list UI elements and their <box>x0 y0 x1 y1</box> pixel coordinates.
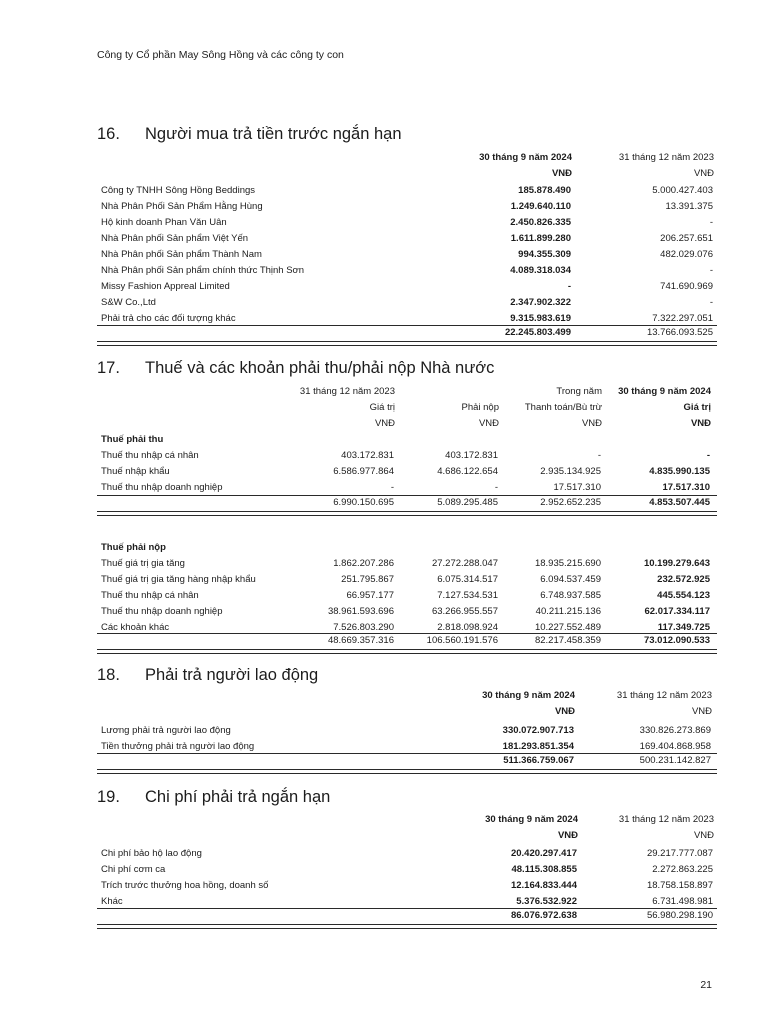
value-open: 66.957.177 <box>346 590 394 601</box>
group-label: Thuế phải thu <box>101 434 164 445</box>
section-heading: Thuế và các khoản phải thu/phải nộp Nhà nước <box>145 359 495 377</box>
value-settled: - <box>597 450 601 461</box>
unit-label: VNĐ <box>690 418 711 429</box>
value-open: 7.526.803.290 <box>333 622 394 633</box>
table-row <box>97 604 717 620</box>
value-2024: 48.115.308.855 <box>511 864 577 875</box>
value-2023: - <box>709 265 713 276</box>
value-close: 10.199.279.643 <box>643 558 710 569</box>
row-label: Thuế giá trị gia tăng hàng nhập khẩu <box>101 574 256 585</box>
double-rule <box>97 649 717 654</box>
col-header-in-year: Trong năm <box>556 386 602 397</box>
value-close: 117.349.725 <box>657 622 710 633</box>
table-row <box>97 215 717 231</box>
row-label: Nhà Phân phối Sản phẩm Việt Yến <box>101 233 249 244</box>
total-row <box>97 633 717 649</box>
total-open: 48.669.357.316 <box>327 635 394 646</box>
total-2024: 22.245.803.499 <box>504 327 571 338</box>
value-payable: 4.686.122.654 <box>437 466 498 477</box>
value-2024: 994.355.309 <box>518 249 571 260</box>
page-number: 21 <box>700 979 712 991</box>
col-header-2023: 31 tháng 12 năm 2023 <box>618 814 714 825</box>
value-settled: 6.748.937.585 <box>540 590 601 601</box>
section-number: 18. <box>97 666 120 684</box>
value-close: 17.517.310 <box>662 482 710 493</box>
col-header-2024: 30 tháng 9 năm 2024 <box>482 690 575 701</box>
col-header-open: 31 tháng 12 năm 2023 <box>299 386 395 397</box>
value-close: 232.572.925 <box>657 574 710 585</box>
company-name: Công ty Cổ phần May Sông Hồng và các công ty con <box>97 49 344 61</box>
value-2023: - <box>709 217 713 228</box>
value-settled: 10.227.552.489 <box>534 622 601 633</box>
row-label: Thuế thu nhập doanh nghiệp <box>101 606 223 617</box>
table-row <box>97 263 717 279</box>
value-open: 38.961.593.696 <box>327 606 394 617</box>
double-rule <box>97 341 717 346</box>
value-close: 4.835.990.135 <box>649 466 710 477</box>
row-label: Nhà Phân phối Sản phẩm Thành Nam <box>101 249 262 260</box>
value-payable: 63.266.955.557 <box>431 606 498 617</box>
table-row <box>97 464 717 480</box>
table-row <box>97 295 717 311</box>
section-heading: Phải trả người lao động <box>145 666 319 684</box>
col-header-close-value: Giá trị <box>683 402 711 413</box>
value-2024: 185.878.490 <box>518 185 571 196</box>
value-close: 445.554.123 <box>657 590 710 601</box>
value-2024: 1.611.899.280 <box>510 233 571 244</box>
value-2023: 330.826.273.869 <box>639 725 711 736</box>
value-2024: 181.293.851.354 <box>502 741 574 752</box>
total-2024: 86.076.972.638 <box>510 910 577 921</box>
value-settled: 40.211.215.136 <box>535 606 601 617</box>
value-close: 62.017.334.117 <box>644 606 710 617</box>
double-rule <box>97 511 717 516</box>
row-label: Tiền thưởng phải trả người lao động <box>101 741 255 752</box>
value-2023: 29.217.777.087 <box>646 848 713 859</box>
table-row <box>97 183 717 199</box>
col-header-2024: 30 tháng 9 năm 2024 <box>485 814 578 825</box>
value-payable: - <box>494 482 498 493</box>
value-open: 1.862.207.286 <box>333 558 394 569</box>
row-label: Thuế thu nhập cá nhân <box>101 590 199 601</box>
row-label: Công ty TNHH Sông Hồng Beddings <box>101 185 256 196</box>
row-label: Trích trước thưởng hoa hồng, doanh số <box>101 880 269 891</box>
value-2023: 482.029.076 <box>660 249 713 260</box>
total-payable: 5.089.295.485 <box>437 497 498 508</box>
row-label: Nhà Phân Phối Sản Phẩm Hằng Hùng <box>101 201 263 212</box>
row-label: Các khoản khác <box>101 622 170 633</box>
unit-label: VNĐ <box>554 706 575 717</box>
unit-label: VNĐ <box>374 418 395 429</box>
value-open: - <box>390 482 394 493</box>
row-label: Hộ kinh doanh Phan Văn Uân <box>101 217 227 228</box>
section-heading: Người mua trả tiền trước ngắn hạn <box>145 125 402 143</box>
section-number: 17. <box>97 359 120 377</box>
value-2024: 20.420.297.417 <box>510 848 577 859</box>
value-2023: 169.404.868.958 <box>639 741 711 752</box>
unit-label: VNĐ <box>478 418 499 429</box>
value-open: 403.172.831 <box>341 450 394 461</box>
value-2023: 7.322.297.051 <box>652 313 713 324</box>
col-header-2023: 31 tháng 12 năm 2023 <box>616 690 712 701</box>
total-settled: 82.217.458.359 <box>534 635 601 646</box>
row-label: Thuế thu nhập doanh nghiệp <box>101 482 223 493</box>
value-close: - <box>706 450 710 461</box>
value-payable: 403.172.831 <box>445 450 498 461</box>
table-row <box>97 231 717 247</box>
table-row <box>97 480 717 496</box>
value-2024: 1.249.640.110 <box>510 201 571 212</box>
total-2024: 511.366.759.067 <box>503 755 574 766</box>
value-2023: 18.758.158.897 <box>646 880 713 891</box>
value-payable: 2.818.098.924 <box>437 622 498 633</box>
total-2023: 56.980.298.190 <box>646 910 713 921</box>
col-header-2023: 31 tháng 12 năm 2023 <box>618 152 714 163</box>
unit-label: VNĐ <box>693 830 714 841</box>
double-rule <box>97 769 717 774</box>
section-heading: Chi phí phải trả ngắn hạn <box>145 788 331 806</box>
total-close: 4.853.507.445 <box>649 497 710 508</box>
value-payable: 7.127.534.531 <box>437 590 498 601</box>
total-row <box>97 495 717 511</box>
value-2024: 4.089.318.034 <box>510 265 571 276</box>
row-label: Nhà Phân phối Sản phẩm chính thức Thịnh Sơn <box>101 265 305 276</box>
section-number: 19. <box>97 788 120 806</box>
row-label: S&W Co.,Ltd <box>101 297 156 308</box>
table-row <box>97 862 717 878</box>
value-2023: 13.391.375 <box>665 201 713 212</box>
row-label: Thuế giá trị gia tăng <box>101 558 185 569</box>
total-2023: 13.766.093.525 <box>646 327 713 338</box>
value-settled: 17.517.310 <box>553 482 601 493</box>
section-16-title <box>97 125 402 144</box>
group-heading <box>97 432 717 448</box>
table-row <box>97 878 717 894</box>
unit-label: VNĐ <box>581 418 602 429</box>
total-2023: 500.231.142.827 <box>639 755 711 766</box>
total-row <box>97 753 717 769</box>
total-settled: 2.952.652.235 <box>540 497 601 508</box>
unit-label: VNĐ <box>551 168 572 179</box>
unit-label: VNĐ <box>691 706 712 717</box>
value-2023: - <box>709 297 713 308</box>
value-2024: 5.376.532.922 <box>516 896 577 907</box>
total-close: 73.012.090.533 <box>643 635 710 646</box>
value-2024: 12.164.833.444 <box>510 880 577 891</box>
total-row <box>97 325 717 341</box>
section-17-title <box>97 359 494 378</box>
col-header-close: 30 tháng 9 năm 2024 <box>618 386 711 397</box>
value-2023: 206.257.651 <box>660 233 713 244</box>
table-row <box>97 723 717 739</box>
value-open: 251.795.867 <box>341 574 394 585</box>
row-label: Thuế thu nhập cá nhân <box>101 450 199 461</box>
row-label: Chi phí cơm ca <box>101 864 166 875</box>
total-row <box>97 908 717 924</box>
table-row <box>97 572 717 588</box>
value-2023: 2.272.863.225 <box>652 864 713 875</box>
value-open: 6.586.977.864 <box>333 466 394 477</box>
table-row <box>97 556 717 572</box>
unit-label: VNĐ <box>693 168 714 179</box>
table-row <box>97 448 717 464</box>
row-label: Thuế nhập khẩu <box>101 466 170 477</box>
row-label: Phải trả cho các đối tượng khác <box>101 313 236 324</box>
value-settled: 6.094.537.459 <box>540 574 601 585</box>
section-number: 16. <box>97 125 120 143</box>
section-19-title <box>97 788 330 807</box>
value-2023: 5.000.427.403 <box>652 185 713 196</box>
value-2024: - <box>567 281 571 292</box>
value-2023: 741.690.969 <box>660 281 713 292</box>
value-settled: 2.935.134.925 <box>540 466 601 477</box>
row-label: Lương phải trả người lao động <box>101 725 231 736</box>
table-row <box>97 199 717 215</box>
row-label: Chi phí bảo hộ lao động <box>101 848 202 859</box>
value-payable: 6.075.314.517 <box>437 574 498 585</box>
value-settled: 18.935.215.690 <box>534 558 601 569</box>
table-row <box>97 247 717 263</box>
value-2024: 330.072.907.713 <box>502 725 574 736</box>
table-row <box>97 588 717 604</box>
value-2024: 9.315.983.619 <box>510 313 571 324</box>
value-payable: 27.272.288.047 <box>431 558 498 569</box>
total-open: 6.990.150.695 <box>333 497 394 508</box>
row-label: Khác <box>101 896 123 907</box>
total-payable: 106.560.191.576 <box>426 635 498 646</box>
table-row <box>97 846 717 862</box>
value-2023: 6.731.498.981 <box>652 896 713 907</box>
section-18-title <box>97 666 318 685</box>
table-row <box>97 279 717 295</box>
col-header-2024: 30 tháng 9 năm 2024 <box>479 152 572 163</box>
group-label: Thuế phải nộp <box>101 542 166 553</box>
unit-label: VNĐ <box>557 830 578 841</box>
col-header-open-value: Giá trị <box>369 402 395 413</box>
col-header-settled: Thanh toán/Bù trừ <box>524 402 602 413</box>
row-label: Missy Fashion Appreal Limited <box>101 281 230 292</box>
value-2024: 2.450.826.335 <box>510 217 571 228</box>
group-heading <box>97 540 717 556</box>
value-2024: 2.347.902.322 <box>510 297 571 308</box>
col-header-payable: Phải nộp <box>461 402 499 413</box>
double-rule <box>97 924 717 929</box>
